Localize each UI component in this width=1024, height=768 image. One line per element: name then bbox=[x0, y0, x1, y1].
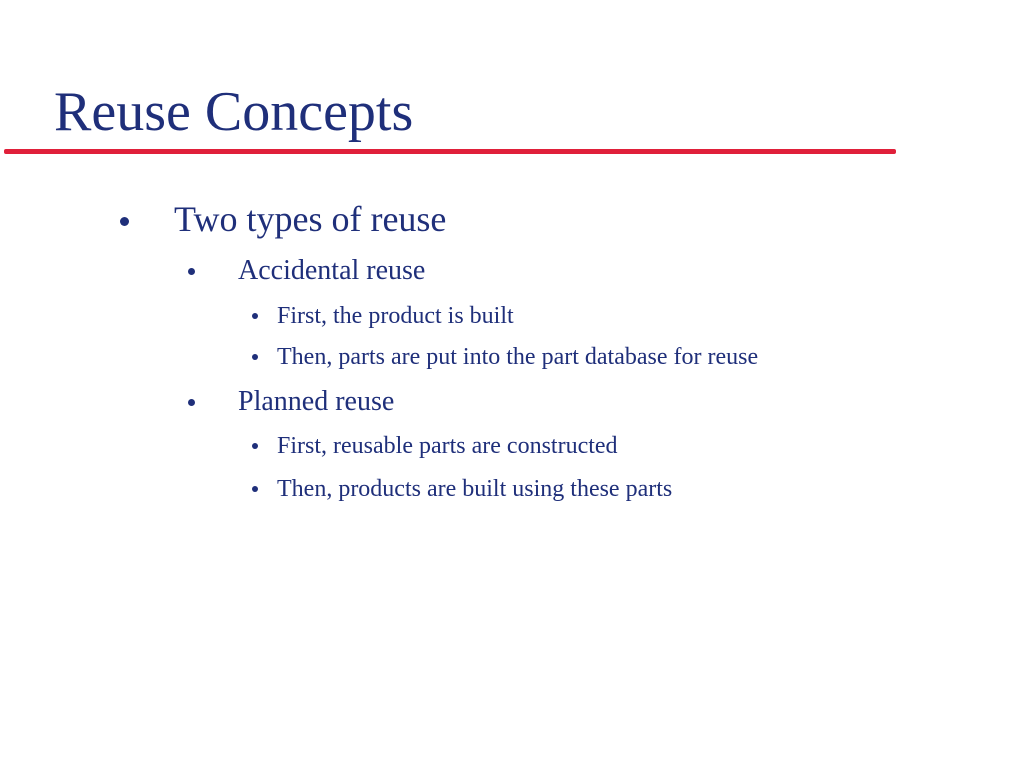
bullet-planned-item-2-text: Then, products are built using these parts bbox=[277, 476, 673, 502]
bullet-dot-icon bbox=[252, 486, 258, 492]
bullet-planned-text: Planned reuse bbox=[238, 386, 395, 417]
bullet-dot-icon bbox=[252, 354, 258, 360]
bullet-dot-icon bbox=[120, 217, 129, 226]
bullet-dot-icon bbox=[188, 399, 195, 406]
bullet-accidental-text: Accidental reuse bbox=[238, 255, 426, 286]
bullet-accidental-item-2-text: Then, parts are put into the part database for reuse bbox=[277, 344, 759, 370]
bullet-dot-icon bbox=[252, 443, 258, 449]
title-underline bbox=[4, 149, 896, 154]
bullet-dot-icon bbox=[188, 268, 195, 275]
bullet-dot-icon bbox=[252, 313, 258, 319]
slide-title: Reuse Concepts bbox=[54, 81, 414, 143]
bullet-accidental-item-1-text: First, the product is built bbox=[277, 303, 514, 329]
bullet-main-text: Two types of reuse bbox=[174, 199, 447, 239]
bullet-planned-item-1-text: First, reusable parts are constructed bbox=[277, 433, 618, 459]
